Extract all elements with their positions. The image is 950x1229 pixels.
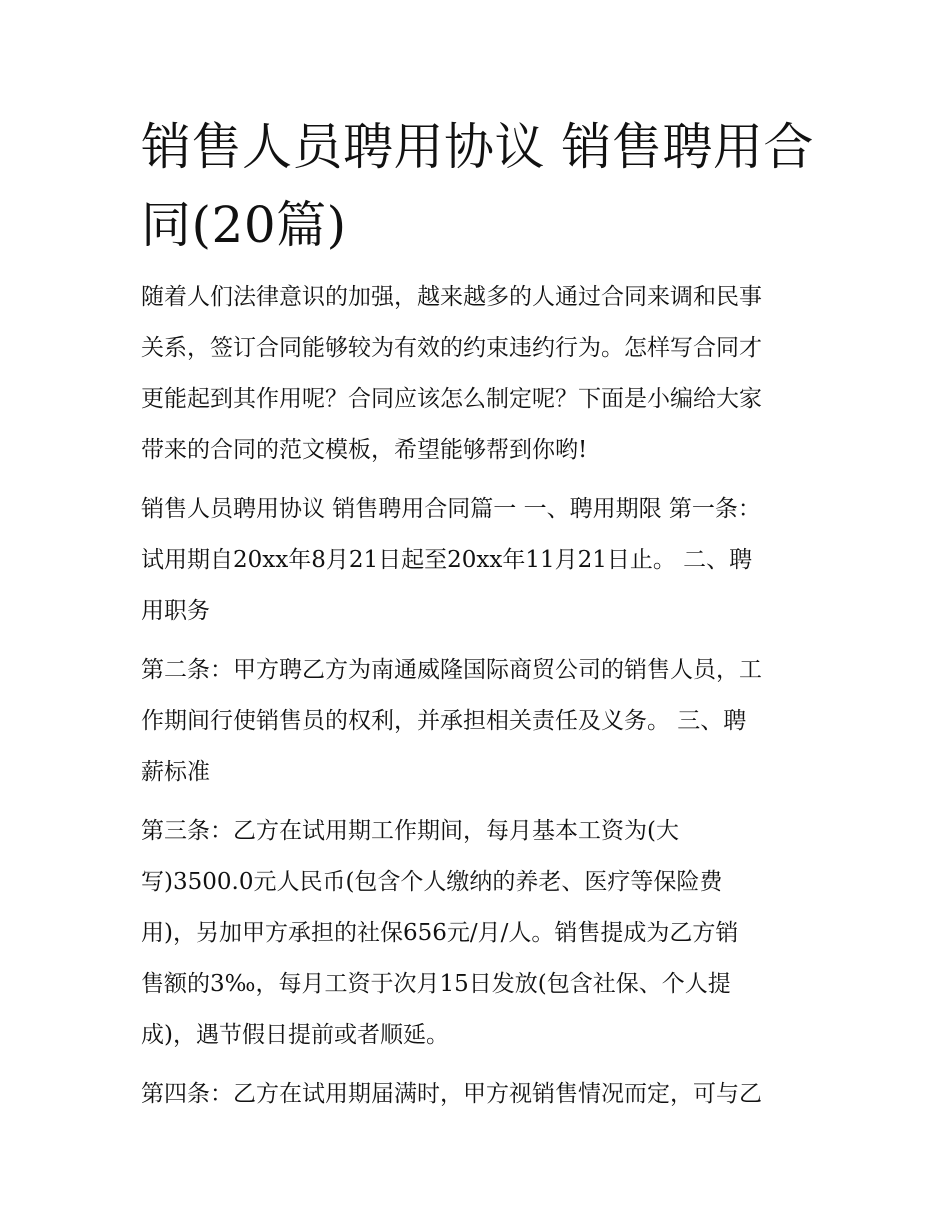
text-line: 用职务: [141, 598, 210, 624]
text-line: 第二条：甲方聘乙方为南通威隆国际商贸公司的销售人员，工: [141, 657, 762, 683]
title-line: 销售人员聘用协议 销售聘用合: [141, 118, 814, 176]
text-line: 关系，签订合同能够较为有效的约束违约行为。怎样写合同才: [141, 335, 762, 361]
article-1-paragraph: [141, 484, 813, 637]
text-line: 用)，另加甲方承担的社保656元/月/人。销售提成为乙方销: [141, 920, 739, 946]
text-line: 第四条：乙方在试用期届满时，甲方视销售情况而定，可与乙: [141, 1081, 762, 1107]
text-line: 更能起到其作用呢？合同应该怎么制定呢？下面是小编给大家: [141, 386, 762, 412]
article-3-paragraph: [141, 806, 813, 1061]
document-title: [141, 108, 813, 264]
text-line: 成)，遇节假日提前或者顺延。: [141, 1022, 449, 1048]
text-line: 随着人们法律意识的加强，越来越多的人通过合同来调和民事: [141, 284, 762, 310]
text-line: 写)3500.0元人民币(包含个人缴纳的养老、医疗等保险费: [141, 869, 723, 895]
article-2-paragraph: [141, 645, 813, 798]
document-body: [141, 108, 813, 1120]
title-line: 同(20篇): [141, 196, 347, 254]
text-line: 销售人员聘用协议 销售聘用合同篇一 一、聘用期限 第一条：: [141, 496, 761, 522]
text-line: 售额的3‰，每月工资于次月15日发放(包含社保、个人提: [141, 971, 731, 997]
text-line: 带来的合同的范文模板，希望能够帮到你哟!: [141, 437, 588, 463]
text-line: 第三条：乙方在试用期工作期间，每月基本工资为(大: [141, 818, 679, 844]
text-line: 作期间行使销售员的权利，并承担相关责任及义务。 三、聘: [141, 708, 747, 734]
intro-paragraph: [141, 272, 813, 476]
text-line: 试用期自20xx年8月21日起至20xx年11月21日止。 二、聘: [141, 547, 753, 573]
article-4-paragraph: [141, 1069, 813, 1120]
text-line: 薪标准: [141, 759, 210, 785]
